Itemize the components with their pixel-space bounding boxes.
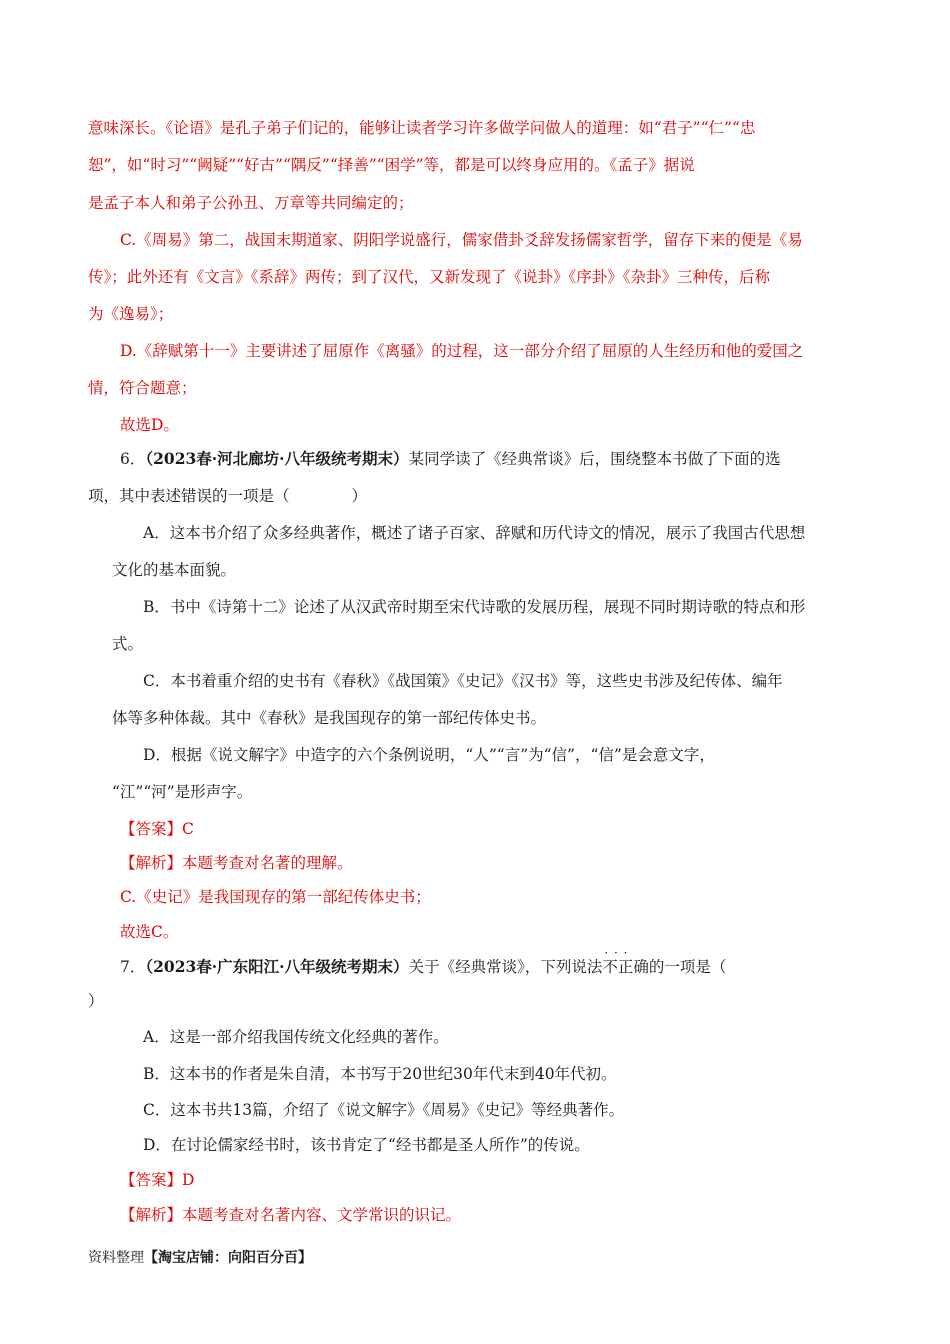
prev-c-line2: 传》；此外还有《文言》《系辞》两传；到了汉代，又新发现了《说卦》《序卦》《杂卦》三种传，后称 — [88, 268, 771, 286]
q6-stem-text: 某同学读了《经典常谈》后，围绕整本书做了下面的选 — [408, 450, 781, 468]
q6-analysis: 【解析】本题考查对名著的理解。 — [120, 854, 353, 872]
q7-analysis: 【解析】本题考查对名著内容、文学常识的识记。 — [120, 1206, 462, 1224]
q7-number: 7． — [120, 958, 146, 976]
q7-option-a: A．这是一部介绍我国传统文化经典的著作。 — [143, 1028, 449, 1046]
q6-option-c-line2: 体等多种体裁。其中《春秋》是我国现存的第一部纪传体史书。 — [112, 709, 547, 727]
q6-option-d-line2: “江”“河”是形声字。 — [112, 783, 253, 801]
q7-stem-emphasis: · · · 不正确 — [602, 956, 649, 978]
prev-c-line1: C.《周易》第二，战国末期道家、阴阳学说盛行，儒家借卦爻辞发扬儒家哲学，留存下来的便是《易 — [120, 231, 803, 249]
q7-answer: 【答案】D — [120, 1171, 195, 1189]
q6-stem-line2: 项，其中表述错误的一项是（ ） — [88, 487, 368, 505]
q6-option-d-line1: D．根据《说文解字》中造字的六个条例说明，“人”“言”为“信”，“信”是会意文字， — [143, 746, 715, 764]
q6-option-b-line1: B．书中《诗第十二》论述了从汉武帝时期至宋代诗歌的发展历程，展现不同时期诗歌的特点和形 — [143, 598, 806, 616]
prev-b-line3: 是孟子本人和弟子公孙丑、万章等共同编定的； — [88, 194, 414, 212]
page-footer — [88, 1248, 312, 1268]
q6-choose: 故选C。 — [120, 923, 179, 941]
prev-d-line2: 情，符合题意； — [88, 379, 197, 397]
q7-stem-text-b: 的一项是（ — [648, 958, 727, 976]
q7-stem-text-a: 关于《经典常谈》，下列说法 — [408, 958, 603, 976]
q6-option-c-line1: C．本书着重介绍的史书有《春秋》《战国策》《史记》《汉书》等，这些史书涉及纪传体、编年 — [143, 672, 783, 690]
q7-stem-line2: ） — [88, 992, 104, 1010]
prev-d-line1: D.《辞赋第十一》主要讲述了屈原作《离骚》的过程，这一部分介绍了屈原的人生经历和他的爱国之 — [120, 342, 804, 360]
prev-b-line1: 意味深长。《论语》是孔子弟子们记的，能够让读者学习许多做学问做人的道理：如“君子”“仁”“忠 — [88, 119, 756, 137]
prev-choose: 故选D。 — [120, 416, 179, 434]
q6-option-a-line1: A．这本书介绍了众多经典著作，概述了诸子百家、辞赋和历代诗文的情况，展示了我国古代思想 — [143, 524, 806, 542]
q7-option-b: B．这本书的作者是朱自清，本书写于20世纪30年代末到40年代初。 — [143, 1065, 617, 1083]
q6-stem-line1 — [120, 448, 895, 470]
q7-option-c: C．这本书共13篇，介绍了《说文解字》《周易》《史记》等经典著作。 — [143, 1101, 625, 1119]
q6-option-b-line2: 式。 — [112, 635, 144, 653]
q7-source: （2023春·广东阳江·八年级统考期末） — [145, 957, 409, 976]
q7-option-d: D．在讨论儒家经书时，该书肯定了“经书都是圣人所作”的传说。 — [143, 1136, 590, 1154]
footer-label: 资料整理 — [88, 1250, 144, 1266]
prev-c-line3: 为《逸易》； — [88, 305, 174, 323]
prev-b-line2: 恕”，如“时习”“阙疑”“好古”“隅反”“择善”“困学”等，都是可以终身应用的。《孟子》据说 — [88, 156, 695, 174]
footer-shop: 【淘宝店铺：向阳百分百】 — [144, 1250, 312, 1266]
q6-number: 6． — [120, 450, 146, 468]
q6-option-a-line2: 文化的基本面貌。 — [112, 561, 237, 579]
q7-stem-line1 — [120, 956, 895, 978]
q6-source: （2023春·河北廊坊·八年级统考期末） — [145, 449, 409, 468]
q6-explain: C.《史记》是我国现存的第一部纪传体史书； — [120, 888, 431, 906]
q6-answer: 【答案】C — [120, 820, 194, 838]
